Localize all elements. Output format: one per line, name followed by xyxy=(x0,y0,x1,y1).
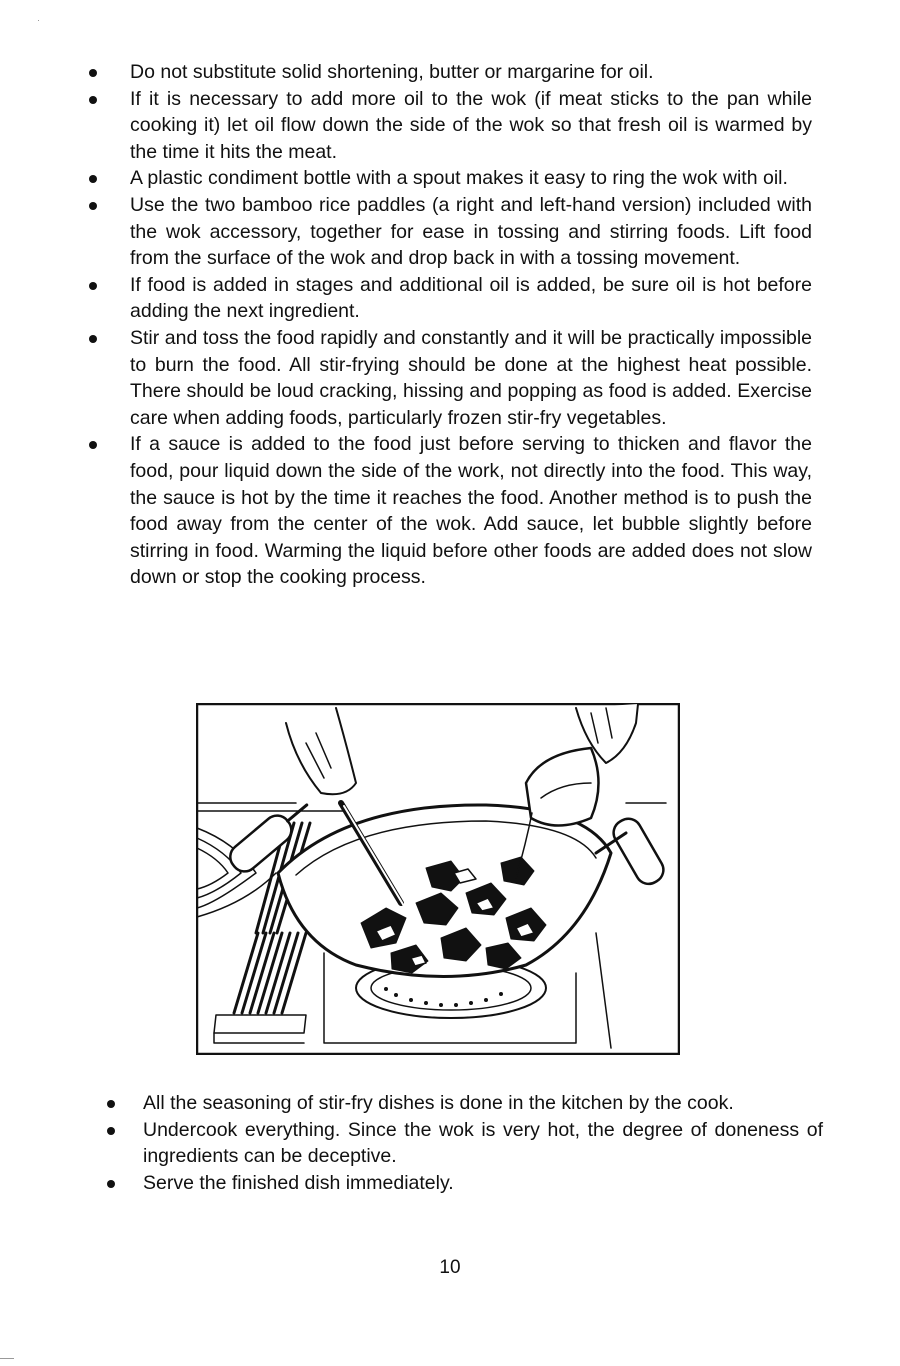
list-item xyxy=(0,192,812,272)
list-item xyxy=(0,1170,823,1197)
scan-mark xyxy=(0,1358,14,1359)
page-number: 10 xyxy=(439,1257,461,1278)
tip-text: Undercook everything. Since the wok is very hot, the degree of doneness of ingredients can be deceptive. xyxy=(143,1118,823,1168)
list-item xyxy=(0,272,812,325)
bullet-icon xyxy=(89,96,97,104)
list-item xyxy=(0,59,812,86)
tip-text: Stir and toss the food rapidly and constantly and it will be practically impossible to burn the food. All stir-frying should be done at the highest heat possible. There should be loud cracking, hissing and popping as food is added. Exercise care when adding foods, particularly frozen stir-fry vegetables. xyxy=(130,326,812,429)
bullet-icon xyxy=(107,1100,115,1108)
wok-drawing xyxy=(196,703,680,1055)
bullet-icon xyxy=(107,1180,115,1188)
bullet-icon xyxy=(89,335,97,343)
list-item xyxy=(0,431,812,591)
bullet-icon xyxy=(89,69,97,77)
tip-text: If it is necessary to add more oil to the wok (if meat sticks to the pan while cooking it) let oil flow down the side of the wok so that fresh oil is warmed by the time it hits the meat. xyxy=(130,87,812,163)
wok-illustration xyxy=(196,703,680,1055)
bullet-icon xyxy=(107,1127,115,1135)
scan-mark xyxy=(38,20,39,21)
list-item xyxy=(0,325,812,431)
tips-list-top xyxy=(0,59,900,591)
bullet-icon xyxy=(89,175,97,183)
list-item xyxy=(0,165,812,192)
tip-text: All the seasoning of stir-fry dishes is done in the kitchen by the cook. xyxy=(143,1092,734,1114)
tip-text: A plastic condiment bottle with a spout makes it easy to ring the wok with oil. xyxy=(130,167,788,190)
list-item xyxy=(0,1117,823,1170)
bullet-icon xyxy=(89,282,97,290)
tip-text: Do not substitute solid shortening, butter or margarine for oil. xyxy=(130,61,654,83)
tip-text: If food is added in stages and additional oil is added, be sure oil is hot before adding the next ingredient. xyxy=(130,273,812,323)
list-item xyxy=(0,86,812,166)
tip-text: If a sauce is added to the food just before serving to thicken and flavor the food, pour liquid down the side of the work, not directly into the food. This way, the sauce is hot by the time it reaches the food. Another method is to push the food away from the center of the wok. Add sauce, let bubble slightly before stirring in food. Warming the liquid before other foods are added does not slow down or stop the cooking process. xyxy=(130,433,812,589)
tip-text: Serve the finished dish immediately. xyxy=(143,1171,454,1194)
list-item xyxy=(0,1090,823,1117)
tips-list-bottom xyxy=(0,1090,900,1196)
bullet-icon xyxy=(89,441,97,449)
tip-text: Use the two bamboo rice paddles (a right and left-hand version) included with the wok accessory, together for ease in tossing and stirring foods. Lift food from the surface of the wok and drop back in with a tossing movement. xyxy=(130,193,812,270)
bullet-icon xyxy=(89,202,97,210)
